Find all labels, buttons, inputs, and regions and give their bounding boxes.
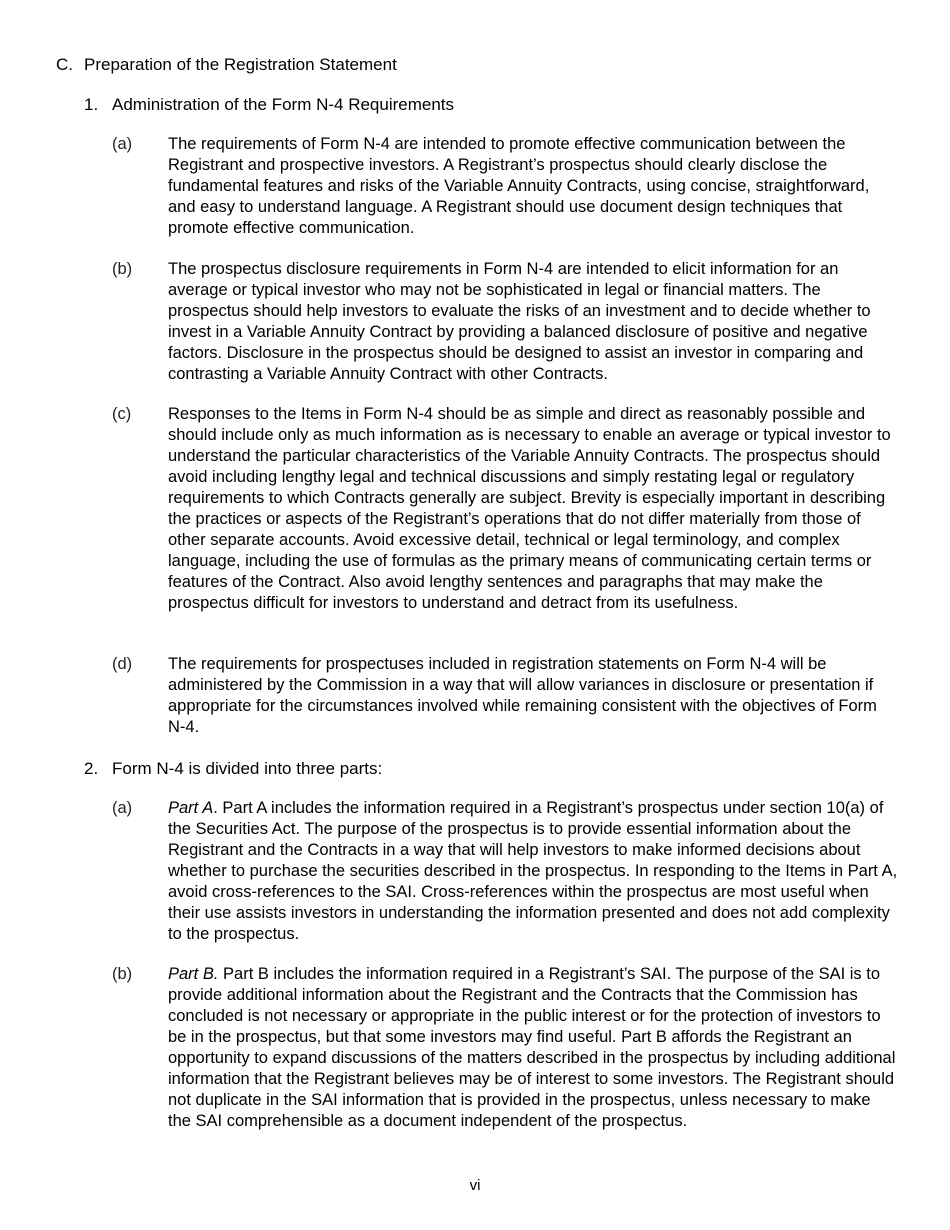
section-title: Preparation of the Registration Statement xyxy=(84,55,397,74)
paragraph-text xyxy=(168,964,898,1132)
paragraph-1a xyxy=(112,134,902,239)
subsection-heading-1 xyxy=(84,94,454,115)
paragraph-text: The prospectus disclosure requirements in Form N-4 are intended to elicit information for an average or typical investor who may not be sophisticated in legal or financial matters. The prospectus should help investors to evaluate the risks of an investment and to decide whether to invest in a Variable Annuity Contract by providing a balanced disclosure of positive and negative factors. Disclosure in the prospectus should be designed to assist an investor in comparing and contrasting a Variable Annuity Contract with other Contracts. xyxy=(168,260,871,383)
paragraph-text: The requirements for prospectuses included in registration statements on Form N-4 will be administered by the Commission in a way that will allow variances in disclosure or presentation if appropriate for the circumstances involved while remaining consistent with the objectives of Form N-4. xyxy=(168,655,877,736)
subsection-number: 1. xyxy=(84,95,99,114)
paragraph-2a xyxy=(112,798,902,945)
paragraph-1c xyxy=(112,404,902,614)
paragraph-label: (b) xyxy=(112,965,133,983)
paragraph-rest: Part B includes the information required in a Registrant’s SAI. The purpose of the SAI is to provide additional information about the Registrant and the Contracts that the Commission has concluded is not necessary or appropriate in the public interest or for the protection of investors to be in the prospectus, but that some investors may find useful. Part B affords the Registrant an opportunity to expand discussions of the matters described in the prospectus by including additional information that the Registrant believes may be of interest to some investors. The Registrant should not duplicate in the SAI information that is provided in the prospectus, unless necessary to make the SAI comprehensible as a document independent of the prospectus. xyxy=(168,965,896,1130)
paragraph-label: (d) xyxy=(112,655,133,673)
subsection-number: 2. xyxy=(84,759,99,778)
paragraph-text xyxy=(168,798,898,945)
paragraph-label: (c) xyxy=(112,405,132,423)
paragraph-lead: Part B. xyxy=(168,965,219,983)
section-number: C. xyxy=(56,55,73,74)
subsection-heading-2 xyxy=(84,758,382,779)
paragraph-text: Responses to the Items in Form N-4 should be as simple and direct as reasonably possible and should include only as much information as is necessary to enable an average or typical investor to understand the particular characteristics of the Variable Annuity Contracts. The prospectus should avoid including lengthy legal and technical discussions and simply restating legal or regulatory requirements to which Contracts generally are subject. Brevity is especially important in describing the practices or aspects of the Registrant’s operations that do not differ materially from those of other separate accounts. Avoid excessive detail, technical or legal terminology, and complex language, including the use of formulas as the primary means of communicating certain terms or features of the Contract. Also avoid lengthy sentences and paragraphs that may make the prospectus difficult for investors to understand and detract from its usefulness. xyxy=(168,405,891,612)
paragraph-rest: . Part A includes the information required in a Registrant’s prospectus under section 10(a) of the Securities Act. The purpose of the prospectus is to provide essential information about the Registrant and the Contracts in a way that will help investors to make informed decisions about whether to purchase the securities described in the prospectus. In responding to the Items in Part A, avoid cross-references to the SAI. Cross-references within the prospectus are most useful when their use assists investors in understanding the information presented and does not add complexity to the prospectus. xyxy=(168,799,898,943)
subsection-title: Administration of the Form N-4 Requirements xyxy=(112,95,455,114)
paragraph-1d xyxy=(112,654,902,738)
subsection-title: Form N-4 is divided into three parts: xyxy=(112,759,383,778)
paragraph-label: (a) xyxy=(112,799,133,817)
page-number: vi xyxy=(469,1177,481,1194)
paragraph-1b xyxy=(112,259,902,385)
paragraph-2b xyxy=(112,964,902,1132)
paragraph-label: (b) xyxy=(112,260,133,278)
paragraph-lead: Part A xyxy=(168,799,214,817)
paragraph-label: (a) xyxy=(112,135,133,153)
paragraph-text: The requirements of Form N-4 are intended to promote effective communication between the Registrant and prospective investors. A Registrant’s prospectus should clearly disclose the fundamental features and risks of the Variable Annuity Contracts, using concise, straightforward, and easy to understand language. A Registrant should use document design techniques that promote effective communication. xyxy=(168,135,870,237)
section-heading xyxy=(56,54,397,75)
